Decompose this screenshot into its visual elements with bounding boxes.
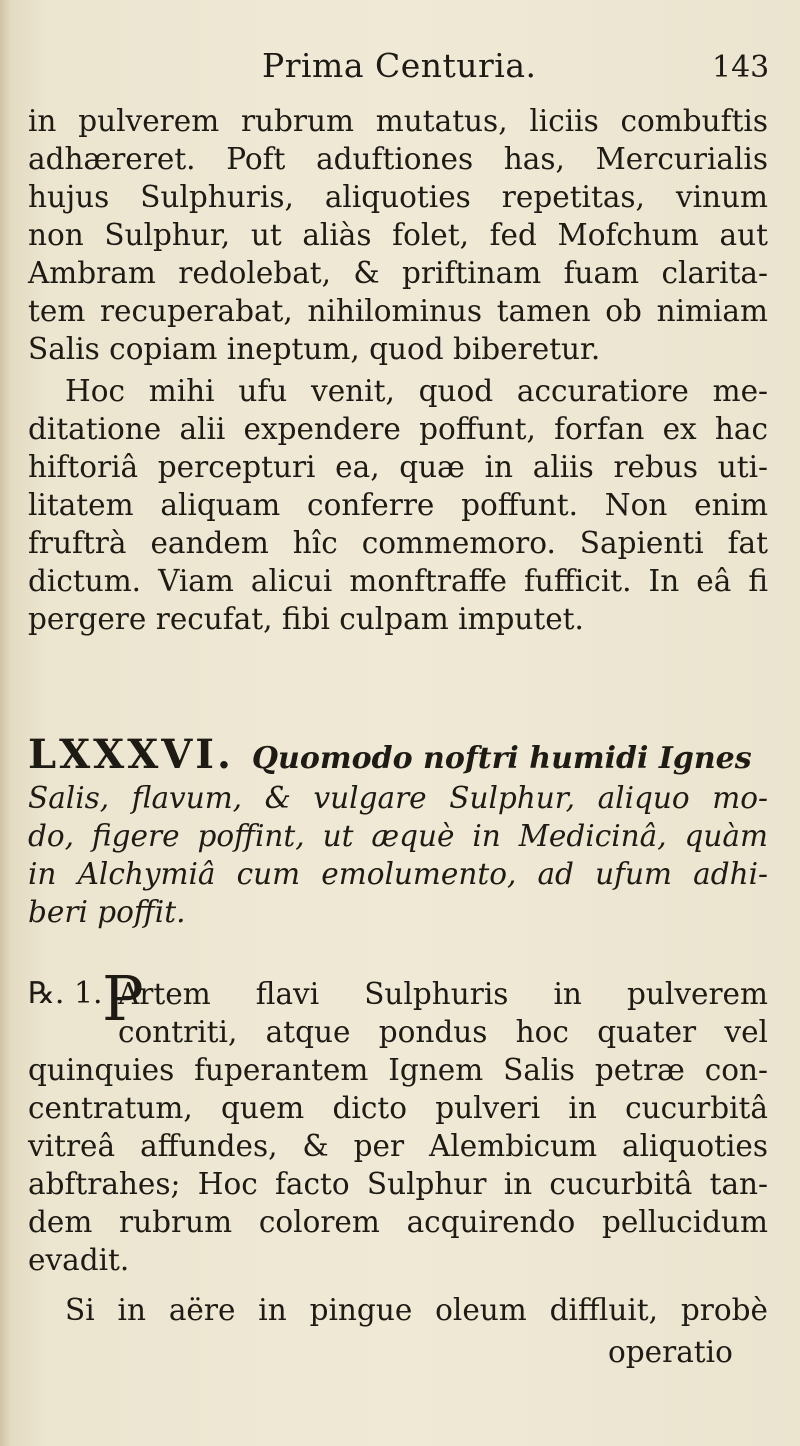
text-line: litatem aliquam conferre poffunt. Non enim [28,488,768,522]
text-line: fruftrà eandem hîc commemoro. Sapienti fat [28,526,768,560]
text-line: vitreâ affundes, & per Alembicum aliquoties [28,1129,768,1163]
text-line: Hoc mihi ufu venit, quod accuratiore me- [65,374,768,408]
chapter-title: Quomodo noftri humidi Ignes [251,741,752,776]
page-header [0,44,800,90]
text-line: dem rubrum colorem acquirendo pellucidum [28,1205,768,1239]
text-line: abftrahes; Hoc facto Sulphur in cucurbitâ tan- [28,1167,768,1201]
catchword: operatio [608,1335,733,1369]
page-gutter [0,0,12,1446]
title-line: Salis, flavum, & vulgare Sulphur, aliquo mo- [28,781,768,815]
text-line: pergere recufat, fibi culpam imputet. [28,602,584,636]
text-line: ditatione alii expendere poffunt, forfan ex hac [28,412,768,446]
text-line: quinquies fuperantem Ignem Salis petræ con- [28,1053,768,1087]
title-line: beri poffit. [28,895,186,929]
text-line: in pulverem rubrum mutatus, liciis combuftis [28,104,768,138]
text-line: hiftoriâ percepturi ea, quæ in aliis rebus uti- [28,450,768,484]
text-line: Salis copiam ineptum, quod biberetur. [28,332,601,366]
text-line: non Sulphur, ut aliàs folet, fed Mofchum aut [28,218,768,252]
chapter-heading [28,731,768,779]
title-line: do, figere poffint, ut æquè in Medicinâ, quàm [28,819,768,853]
text-line: centratum, quem dicto pulveri in cucurbitâ [28,1091,768,1125]
recipe-mark: ℞. 1. [28,976,103,1011]
running-head: Prima Centuria. [262,46,537,85]
text-line: hujus Sulphuris, aliquoties repetitas, vinum [28,180,768,214]
text-line: adhæreret. Poft aduftiones has, Mercurialis [28,142,768,176]
title-line: in Alchymiâ cum emolumento, ad ufum adhi- [28,857,768,891]
drop-cap: P [102,962,144,1035]
page-number: 143 [712,50,770,85]
text-line: contriti, atque pondus hoc quater vel [118,1015,768,1049]
text-line: Ambram redolebat, & priftinam fuam clarita- [28,256,768,290]
text-line: evadit. [28,1243,130,1277]
chapter-number: LXXXVI. [28,731,234,778]
text-line: tem recuperabat, nihilominus tamen ob nimiam [28,294,768,328]
text-line: dictum. Viam alicui monftraffe fufficit. In eâ fi [28,564,768,598]
text-line: Si in aëre in pingue oleum diffluit, probè [65,1293,768,1327]
text-line: Artem flavi Sulphuris in pulverem [118,977,768,1011]
